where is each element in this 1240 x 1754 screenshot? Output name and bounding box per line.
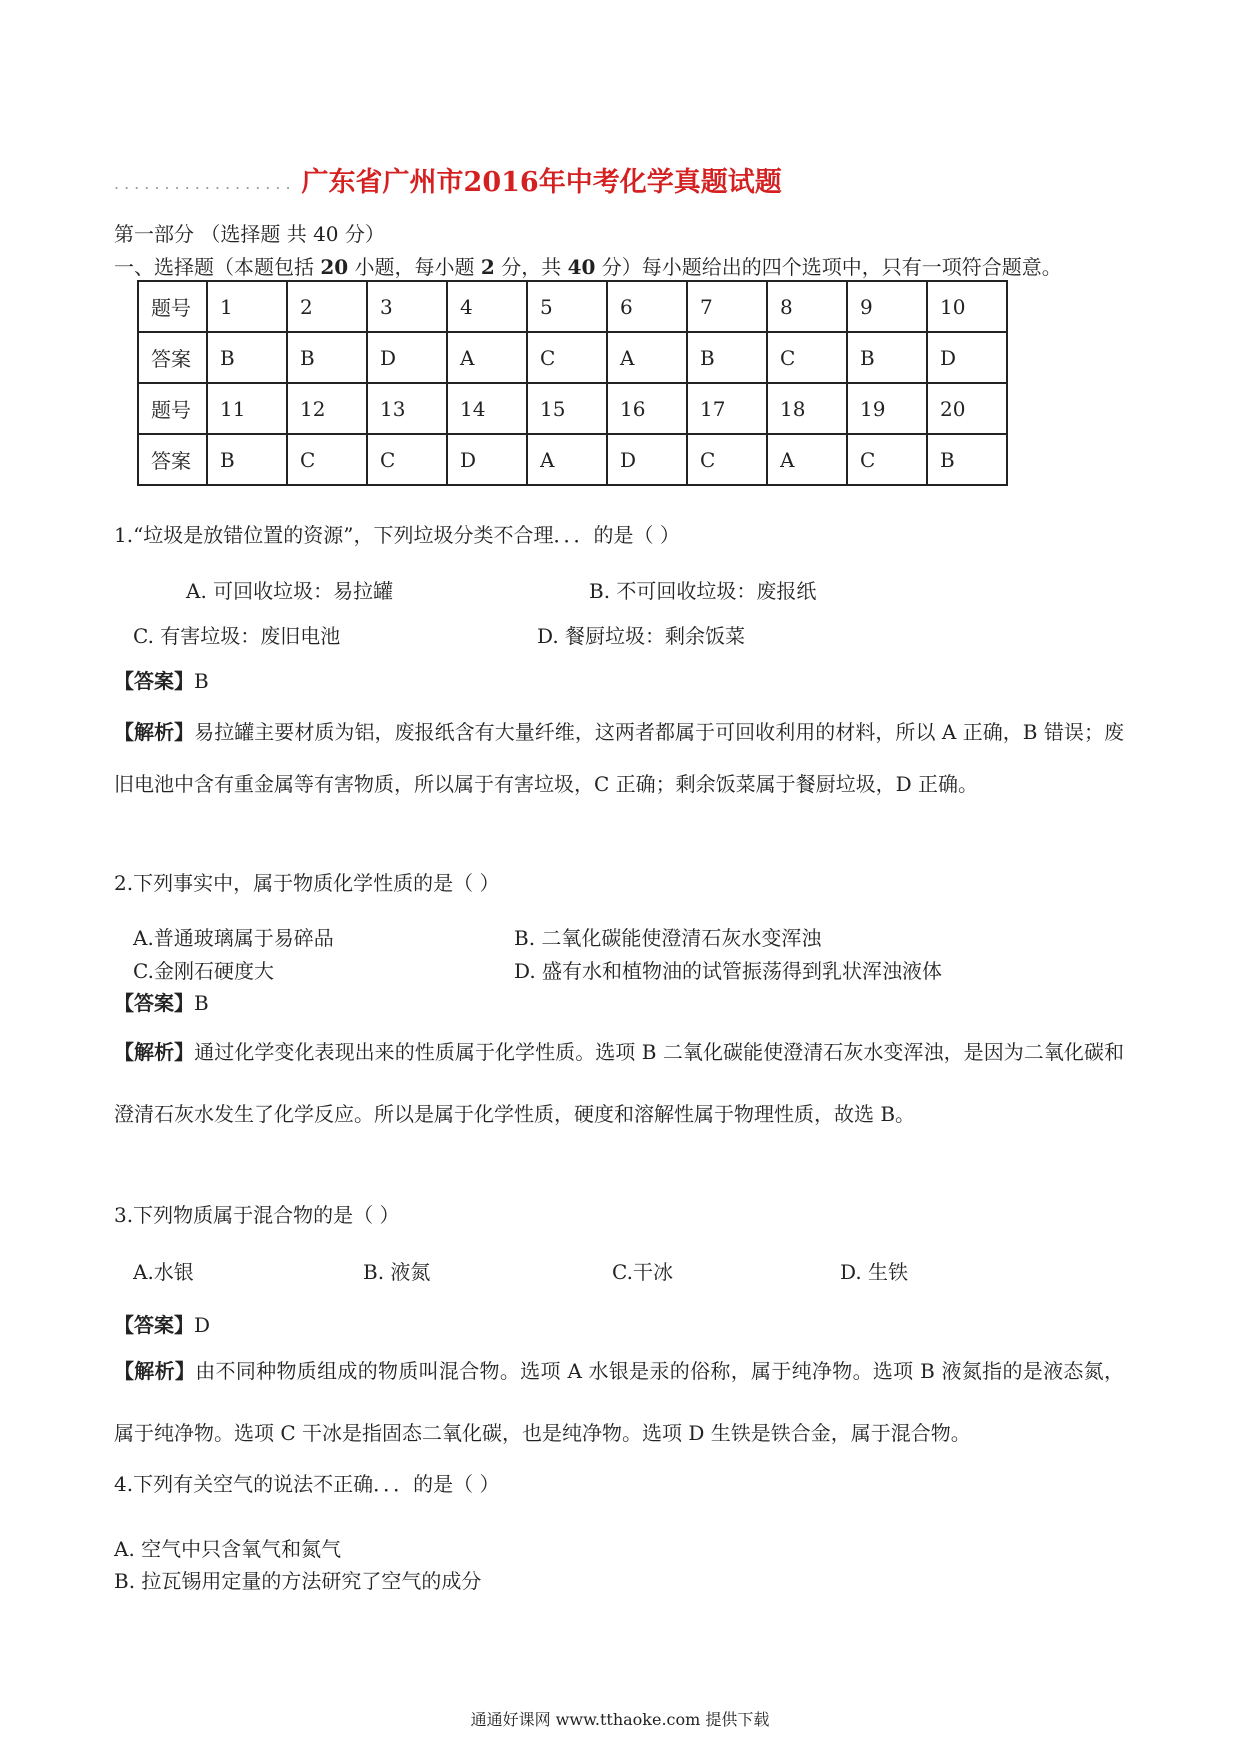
answer-table-cell: 6 bbox=[607, 281, 687, 332]
answer-table-row-label: 答案 bbox=[138, 332, 207, 383]
answer-table-cell: C bbox=[687, 434, 767, 485]
q2-analysis-label: 【解析】 bbox=[114, 1040, 195, 1064]
answer-table-cell: 18 bbox=[767, 383, 847, 434]
title-dots: .................. bbox=[114, 174, 296, 193]
q2-answer-value: B bbox=[194, 991, 209, 1015]
q2-option-c: C.金刚石硬度大 bbox=[133, 959, 274, 983]
page-title bbox=[114, 160, 782, 199]
answer-table-cell: C bbox=[847, 434, 927, 485]
answer-table-cell: C bbox=[367, 434, 447, 485]
q1-option-a: A. 可回收垃圾：易拉罐 bbox=[186, 579, 394, 603]
intro-text-b: 小题，每小题 bbox=[348, 255, 481, 279]
q4-option-b: B. 拉瓦锡用定量的方法研究了空气的成分 bbox=[114, 1569, 482, 1593]
q2-analysis-text: 通过化学变化表现出来的性质属于化学性质。选项 B 二氧化碳能使澄清石灰水变浑浊，是因为二氧化碳和澄清石灰水发生了化学反应。所以是属于化学性质，硬度和溶解性属于物理性质，故选 B。 bbox=[114, 1040, 1125, 1126]
answer-table-cell: 14 bbox=[447, 383, 527, 434]
q1-analysis-label: 【解析】 bbox=[114, 720, 195, 744]
answer-table-row bbox=[138, 383, 1007, 434]
answer-table-cell: 10 bbox=[927, 281, 1007, 332]
intro-text-d: 分）每小题给出的四个选项中，只有一项符合题意。 bbox=[595, 255, 1062, 279]
answer-table-row bbox=[138, 434, 1007, 485]
q1-option-d: D. 餐厨垃圾：剩余饭菜 bbox=[537, 624, 746, 648]
q2-analysis bbox=[114, 1021, 1124, 1145]
answer-table-cell: 19 bbox=[847, 383, 927, 434]
q3-analysis-label: 【解析】 bbox=[114, 1359, 196, 1383]
answer-table-cell: B bbox=[287, 332, 367, 383]
answer-table-row-label: 题号 bbox=[138, 281, 207, 332]
q1-answer-value: B bbox=[194, 669, 209, 693]
section-intro bbox=[114, 251, 1062, 280]
q3-stem: 3.下列物质属于混合物的是（ ） bbox=[114, 1203, 400, 1227]
q2-stem: 2.下列事实中，属于物质化学性质的是（ ） bbox=[114, 871, 500, 895]
answer-table-cell: C bbox=[287, 434, 367, 485]
answer-table-cell: 2 bbox=[287, 281, 367, 332]
part-heading: 第一部分 （选择题 共 40 分） bbox=[114, 222, 385, 246]
answer-table-cell: 13 bbox=[367, 383, 447, 434]
q3-answer bbox=[114, 1309, 210, 1338]
answer-table-cell: B bbox=[207, 434, 287, 485]
answer-table-cell: D bbox=[927, 332, 1007, 383]
answer-table-row bbox=[138, 332, 1007, 383]
answer-table-row bbox=[138, 281, 1007, 332]
intro-count: 20 bbox=[320, 255, 349, 279]
q3-option-a: A.水银 bbox=[133, 1260, 194, 1284]
answer-table-cell: 17 bbox=[687, 383, 767, 434]
intro-total: 40 bbox=[567, 255, 596, 279]
q1-option-c: C. 有害垃圾：废旧电池 bbox=[133, 624, 341, 648]
q3-analysis bbox=[114, 1340, 1124, 1464]
answer-table-cell: D bbox=[367, 332, 447, 383]
q1-answer-label: 【答案】 bbox=[114, 669, 194, 693]
intro-text-c: 分，共 bbox=[494, 255, 568, 279]
answer-table-cell: 7 bbox=[687, 281, 767, 332]
intro-text-a: 一、选择题（本题包括 bbox=[114, 255, 321, 279]
answer-table-cell: C bbox=[767, 332, 847, 383]
answer-table-cell: 12 bbox=[287, 383, 367, 434]
answer-table-cell: 9 bbox=[847, 281, 927, 332]
answer-table-cell: D bbox=[607, 434, 687, 485]
answer-table-cell: B bbox=[927, 434, 1007, 485]
q2-answer-label: 【答案】 bbox=[114, 991, 194, 1015]
intro-points: 2 bbox=[480, 255, 495, 279]
answer-table-row-label: 题号 bbox=[138, 383, 207, 434]
title-text: 广东省广州市2016年中考化学真题试题 bbox=[301, 167, 782, 198]
q4-stem: 4.下列有关空气的说法不正确．．．的是（ ） bbox=[114, 1472, 500, 1496]
answer-table-cell: 16 bbox=[607, 383, 687, 434]
q4-option-a: A. 空气中只含氧气和氮气 bbox=[114, 1537, 342, 1561]
answer-table-cell: 5 bbox=[527, 281, 607, 332]
answer-table-cell: B bbox=[847, 332, 927, 383]
q3-option-d: D. 生铁 bbox=[840, 1260, 909, 1284]
q3-option-b: B. 液氮 bbox=[363, 1260, 431, 1284]
q2-option-d: D. 盛有水和植物油的试管振荡得到乳状浑浊液体 bbox=[514, 959, 943, 983]
answer-table-cell: C bbox=[527, 332, 607, 383]
answer-table-cell: A bbox=[527, 434, 607, 485]
q2-option-a: A.普通玻璃属于易碎品 bbox=[133, 926, 334, 950]
answer-table-cell: 20 bbox=[927, 383, 1007, 434]
page-footer: 通通好课网 www.tthaoke.com 提供下载 bbox=[470, 1710, 770, 1729]
answer-table-row-label: 答案 bbox=[138, 434, 207, 485]
answer-table-cell: D bbox=[447, 434, 527, 485]
answer-table-cell: B bbox=[207, 332, 287, 383]
q1-option-b: B. 不可回收垃圾：废报纸 bbox=[589, 579, 817, 603]
q3-analysis-text: 由不同种物质组成的物质叫混合物。选项 A 水银是汞的俗称，属于纯净物。选项 B 液氮指的是液态氮，属于纯净物。选项 C 干冰是指固态二氧化碳，也是纯净物。选项 D 生铁是铁合金，属于混合物。 bbox=[114, 1359, 1124, 1445]
q1-analysis-text: 易拉罐主要材质为铝，废报纸含有大量纤维，这两者都属于可回收利用的材料，所以 A 正确，B 错误；废旧电池中含有重金属等有害物质，所以属于有害垃圾，C 正确；剩余饭菜属于餐厨垃圾，D 正确。 bbox=[114, 720, 1125, 796]
q3-answer-label: 【答案】 bbox=[114, 1313, 194, 1337]
answer-table bbox=[137, 280, 1008, 486]
q2-answer bbox=[114, 987, 209, 1016]
answer-table-cell: A bbox=[447, 332, 527, 383]
answer-table-cell: 8 bbox=[767, 281, 847, 332]
q1-stem: 1.“垃圾是放错位置的资源”，下列垃圾分类不合理．．．的是（ ） bbox=[114, 523, 680, 547]
answer-table-cell: A bbox=[607, 332, 687, 383]
q1-answer bbox=[114, 665, 209, 694]
answer-table-cell: 1 bbox=[207, 281, 287, 332]
answer-table-cell: 11 bbox=[207, 383, 287, 434]
q3-option-c: C.干冰 bbox=[612, 1260, 673, 1284]
answer-table-cell: 3 bbox=[367, 281, 447, 332]
answer-table-cell: B bbox=[687, 332, 767, 383]
answer-table-cell: A bbox=[767, 434, 847, 485]
q2-option-b: B. 二氧化碳能使澄清石灰水变浑浊 bbox=[514, 926, 822, 950]
answer-table-cell: 15 bbox=[527, 383, 607, 434]
q3-answer-value: D bbox=[194, 1313, 211, 1337]
q1-analysis bbox=[114, 706, 1124, 810]
answer-table-cell: 4 bbox=[447, 281, 527, 332]
